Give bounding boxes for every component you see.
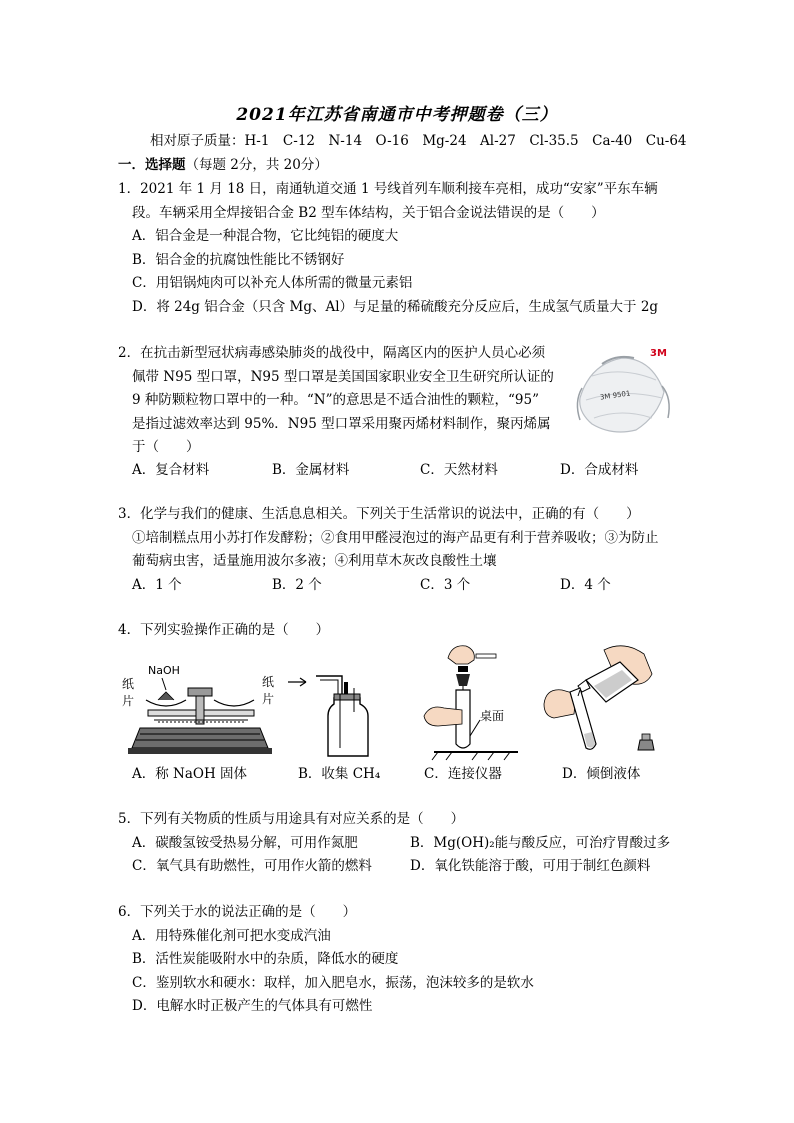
question-2-option-b: B．金属材料 — [272, 462, 350, 478]
figure-a-paper-left-1: 纸 — [122, 677, 135, 691]
figure-a-paper-right-1: 纸 — [262, 675, 275, 689]
question-3-option-d: D．4 个 — [560, 577, 611, 593]
figure-a-balance — [118, 660, 282, 762]
section-title: 一．选择题 — [118, 157, 186, 173]
question-2-line-4: 是指过滤效率达到 95%．N95 型口罩采用聚丙烯材料制作，聚丙烯属 — [132, 416, 551, 432]
mask-model-text: 3M 9501 — [599, 389, 631, 402]
page-title: 2021年江苏省南通市中考押题卷（三） — [236, 105, 558, 125]
question-1-option-c: C．用铝锅炖肉可以补充人体所需的微量元素铝 — [132, 275, 413, 291]
section-heading — [118, 155, 328, 175]
figure-a-paper-left-2: 片 — [122, 694, 135, 708]
question-6-line-1: 6．下列关于水的说法正确的是（ ） — [118, 904, 357, 920]
question-4-option-d: D．倾倒液体 — [562, 766, 641, 782]
question-6-option-a: A．用特殊催化剂可把水变成汽油 — [132, 928, 331, 944]
question-4-option-a: A．称 NaOH 固体 — [132, 766, 248, 782]
question-1-option-b: B．铝合金的抗腐蚀性能比不锈钢好 — [132, 252, 345, 268]
question-2-option-a: A．复合材料 — [132, 462, 210, 478]
question-3-option-c: C．3 个 — [420, 577, 471, 593]
figure-d-pouring — [540, 640, 670, 762]
question-5-line-1: 5．下列有关物质的性质与用途具有对应关系的是（ ） — [118, 811, 465, 827]
question-3-option-a: A．1 个 — [132, 577, 182, 593]
figure-a-paper-right-2: 片 — [262, 692, 275, 706]
question-1-line-2: 段。车辆采用全焊接铝合金 B2 型车体结构，关于铝合金说法错误的是（ ） — [132, 205, 605, 221]
question-2-line-5: 于（ ） — [132, 439, 200, 455]
question-3-line-2: ①培制糕点用小苏打作发酵粉；②食用甲醛浸泡过的海产品更有利于营养吸收；③为防止 — [132, 530, 659, 546]
question-2-option-d: D．合成材料 — [560, 462, 639, 478]
atomic-masses: 相对原子质量：H-1 C-12 N-14 O-16 Mg-24 Al-27 Cl-35.5 Ca-40 Cu-64 — [150, 133, 687, 149]
figure-c-connecting — [418, 640, 524, 762]
n95-mask-image — [572, 340, 674, 444]
question-2-option-c: C．天然材料 — [420, 462, 498, 478]
question-3-line-1: 3．化学与我们的健康、生活息息相关。下列关于生活常识的说法中，正确的有（ ） — [118, 506, 640, 522]
question-3-option-b: B．2 个 — [272, 577, 322, 593]
question-3-line-3: 葡萄病虫害，适量施用波尔多液；④利用草木灰改良酸性土壤 — [132, 553, 497, 569]
question-6-option-c: C．鉴别软水和硬水：取样，加入肥皂水，振荡，泡沫较多的是软水 — [132, 975, 534, 991]
section-note: （每题 2分，共 20分） — [185, 157, 328, 173]
mask-brand-logo: 3M — [650, 348, 667, 359]
question-2-line-1: 2．在抗击新型冠状病毒感染肺炎的战役中，隔离区内的医护人员心必须 — [118, 345, 546, 361]
question-5-option-d: D．氧化铁能溶于酸，可用于制红色颜料 — [410, 858, 651, 874]
question-2-line-2: 佩带 N95 型口罩，N95 型口罩是美国国家职业安全卫生研究所认证的 — [132, 369, 554, 385]
question-4-option-b: B．收集 CH₄ — [298, 766, 381, 782]
question-1-line-1: 1．2021 年 1 月 18 日，南通轨道交通 1 号线首列车顺利接车亮相，成功“安家”平东车辆 — [118, 181, 658, 197]
question-2-line-3: 9 种防颗粒物口罩中的一种。“N”的意思是不适合油性的颗粒，“95” — [132, 392, 539, 408]
question-5-option-c: C．氧气具有助燃性，可用作火箭的燃料 — [132, 858, 372, 874]
question-1-option-a: A．铝合金是一种混合物，它比纯铝的硬度大 — [132, 228, 399, 244]
question-1-option-d: D．将 24g 铝合金（只含 Mg、Al）与足量的稀硫酸充分反应后，生成氢气质量大于 2g — [132, 299, 659, 315]
question-4-option-c: C．连接仪器 — [424, 766, 502, 782]
figure-c-desk-label: 桌面 — [480, 709, 505, 723]
question-6-option-b: B．活性炭能吸附水中的杂质，降低水的硬度 — [132, 951, 399, 967]
question-5-option-a: A．碳酸氢铵受热易分解，可用作氮肥 — [132, 835, 358, 851]
question-6-option-d: D．电解水时正极产生的气体具有可燃性 — [132, 998, 373, 1014]
question-5-option-b: B．Mg(OH)₂能与酸反应，可治疗胃酸过多 — [410, 835, 671, 851]
figure-a-naoh-label: NaOH — [148, 664, 180, 677]
question-4-line-1: 4．下列实验操作正确的是（ ） — [118, 622, 330, 638]
figure-b-gas-bottle — [284, 668, 384, 762]
